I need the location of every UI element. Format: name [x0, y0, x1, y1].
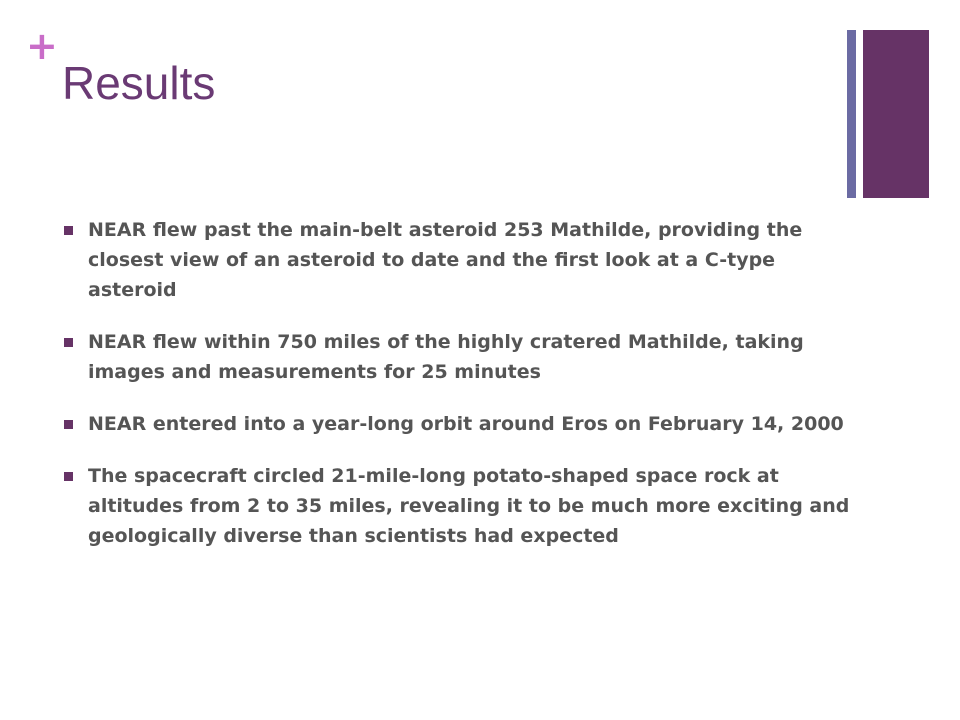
bullet-text: NEAR flew within 750 miles of the highly cratered Mathilde, taking images and measurements for 25 minutes [88, 331, 804, 383]
bullet-text: The spacecraft circled 21-mile-long potato-shaped space rock at altitudes from 2 to 35 miles, revealing it to be much more exciting and geologically diverse than scientists had expected [88, 465, 850, 547]
bullet-item [64, 461, 854, 551]
bullet-item [64, 327, 854, 387]
bullet-list [64, 215, 854, 573]
square-bullet-icon [64, 338, 73, 347]
square-bullet-icon [64, 226, 73, 235]
plus-icon: + [26, 24, 58, 68]
square-bullet-icon [64, 472, 73, 481]
bullet-text: NEAR flew past the main-belt asteroid 253 Mathilde, providing the closest view of an asteroid to date and the first look at a C-type asteroid [88, 219, 803, 301]
bullet-item [64, 215, 854, 305]
decorative-bar-thin [847, 30, 856, 198]
square-bullet-icon [64, 420, 73, 429]
decorative-bar-wide [863, 30, 929, 198]
bullet-text: NEAR entered into a year-long orbit around Eros on February 14, 2000 [88, 413, 844, 435]
bullet-item [64, 409, 854, 439]
slide-title: Results [62, 57, 216, 109]
